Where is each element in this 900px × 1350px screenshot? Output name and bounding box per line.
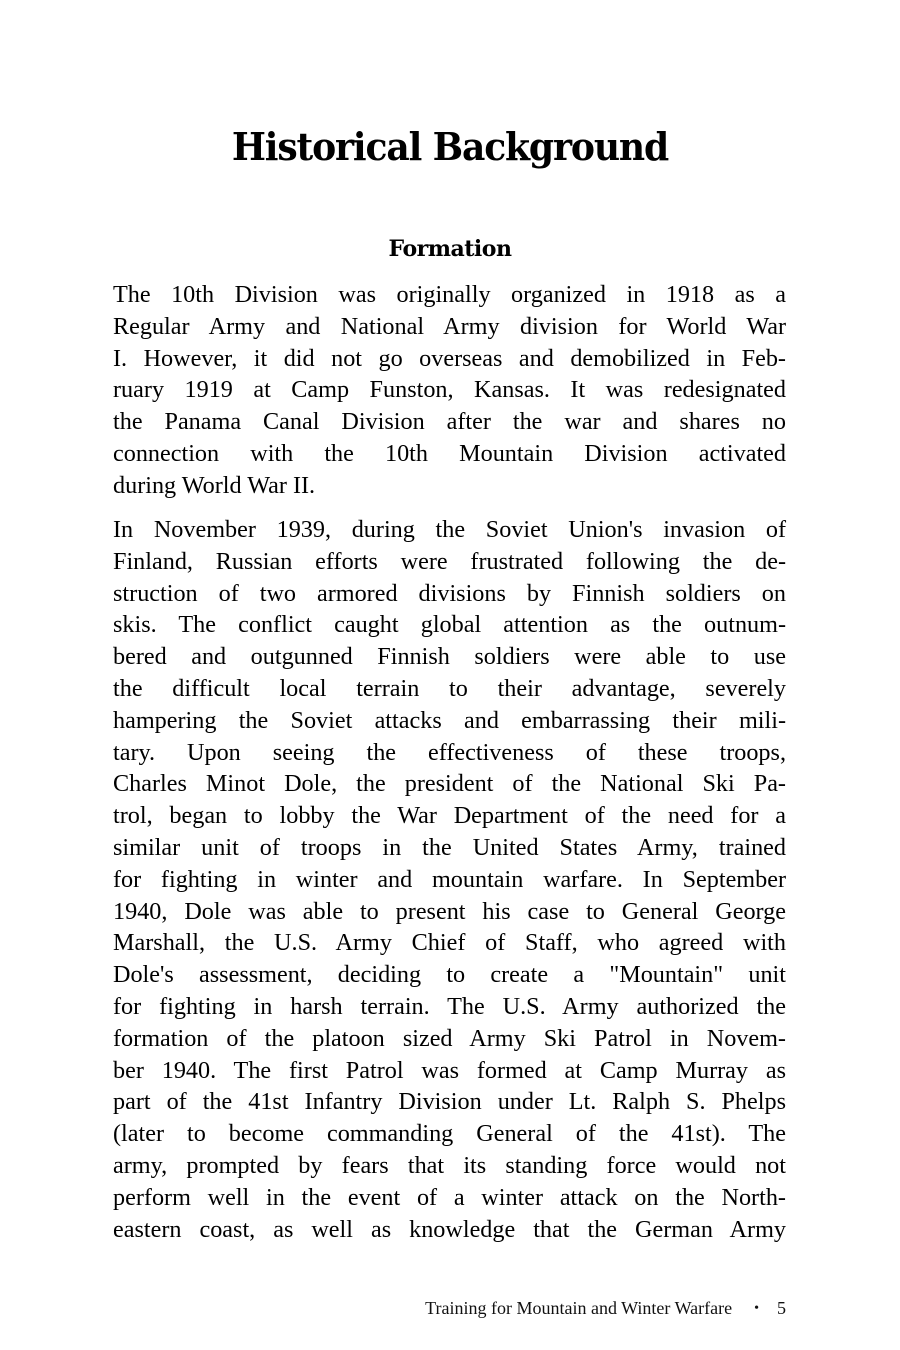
text-line: during World War II. bbox=[113, 471, 316, 499]
text-line: for fighting in winter and mountain warfare. In September bbox=[113, 865, 786, 893]
text-line: similar unit of troops in the United States Army, trained bbox=[113, 833, 786, 861]
text-line: Charles Minot Dole, the president of the National Ski Pa- bbox=[113, 770, 786, 798]
page-number: 5 bbox=[777, 1298, 786, 1318]
text-line: perform well in the event of a winter attack on the North- bbox=[113, 1183, 786, 1211]
text-line: ruary 1919 at Camp Funston, Kansas. It was redesignated bbox=[113, 376, 786, 404]
bullet-separator-icon: • bbox=[754, 1300, 759, 1316]
text-line: The 10th Division was originally organized in 1918 as a bbox=[113, 281, 786, 308]
text-line: tary. Upon seeing the effectiveness of these troops, bbox=[113, 738, 786, 766]
text-line: army, prompted by fears that its standing force would not bbox=[113, 1151, 786, 1179]
text-line: I. However, it did not go overseas and demobilized in Feb- bbox=[113, 344, 786, 372]
text-line: skis. The conflict caught global attention as the outnum- bbox=[113, 611, 786, 639]
text-line: trol, began to lobby the War Department of the need for a bbox=[113, 802, 786, 830]
text-line: eastern coast, as well as knowledge that the German Army bbox=[113, 1215, 786, 1243]
text-line: 1940, Dole was able to present his case to General George bbox=[113, 897, 786, 925]
text-line: ber 1940. The first Patrol was formed at Camp Murray as bbox=[113, 1056, 786, 1084]
section-heading: Formation bbox=[388, 236, 512, 262]
text-line: Marshall, the U.S. Army Chief of Staff, who agreed with bbox=[113, 929, 786, 957]
text-line: In November 1939, during the Soviet Union's invasion of bbox=[113, 516, 786, 543]
text-line: for fighting in harsh terrain. The U.S. Army authorized the bbox=[113, 992, 786, 1020]
text-line: bered and outgunned Finnish soldiers were able to use bbox=[113, 643, 786, 671]
text-line: Regular Army and National Army division for World War bbox=[113, 312, 786, 340]
page-footer bbox=[425, 1298, 786, 1319]
paragraph-1 bbox=[113, 279, 786, 502]
text-line: connection with the 10th Mountain Division activated bbox=[113, 439, 786, 467]
text-line: the Panama Canal Division after the war and shares no bbox=[113, 408, 786, 436]
text-line: struction of two armored divisions by Finnish soldiers on bbox=[113, 579, 786, 607]
text-line: (later to become commanding General of the 41st). The bbox=[113, 1120, 786, 1148]
text-line: formation of the platoon sized Army Ski Patrol in Novem- bbox=[113, 1024, 786, 1052]
paragraph-2 bbox=[113, 514, 786, 1245]
text-line: part of the 41st Infantry Division under Lt. Ralph S. Phelps bbox=[113, 1088, 786, 1116]
text-line: Dole's assessment, deciding to create a "Mountain" unit bbox=[113, 961, 786, 989]
footer-book-title: Training for Mountain and Winter Warfare bbox=[425, 1298, 733, 1318]
text-line: hampering the Soviet attacks and embarrassing their mili- bbox=[113, 706, 786, 734]
text-line: Finland, Russian efforts were frustrated following the de- bbox=[113, 547, 786, 575]
page-title: Historical Background bbox=[231, 124, 669, 169]
text-line: the difficult local terrain to their advantage, severely bbox=[113, 674, 786, 702]
